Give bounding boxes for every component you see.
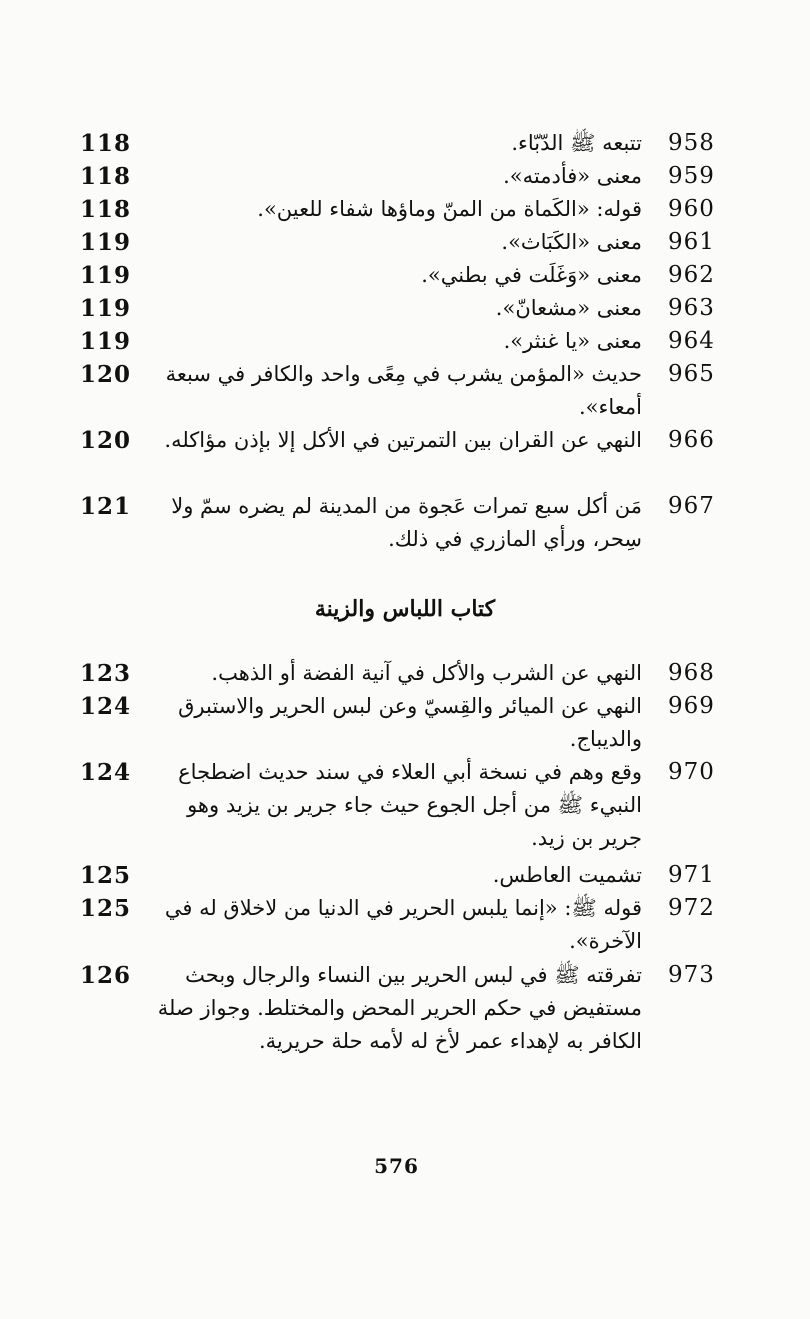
entry-page-number: 124 — [80, 693, 132, 720]
entry-text: تتبعه ﷺ الدّبّاء. — [511, 131, 642, 155]
entry-number: 967 — [668, 493, 715, 519]
entry-number: 961 — [668, 229, 715, 255]
entry-number: 971 — [668, 862, 715, 888]
entry-page-number: 118 — [80, 130, 132, 157]
entry-page-number: 126 — [80, 962, 132, 989]
entry-text: تشميت العاطس. — [492, 863, 642, 887]
entry-text: معنى «مشعانّ». — [495, 296, 642, 320]
entry-text: معنى «وَغَلَت في بطني». — [421, 263, 642, 287]
entry-number: 970 — [668, 759, 715, 785]
entry-page-number: 125 — [80, 862, 132, 889]
entry-page-number: 119 — [80, 295, 132, 322]
entry-text: قوله: «الكَماة من المنّ وماؤها شفاء للعين». — [257, 197, 642, 221]
entry-text: النهي عن الشرب والأكل في آنية الفضة أو الذهب. — [211, 661, 642, 685]
entry-number: 969 — [668, 693, 715, 719]
entry-page-number: 123 — [80, 660, 132, 687]
entry-text: معنى «يا غنثر». — [503, 329, 642, 353]
entry-text: معنى «فأدمته». — [503, 164, 642, 188]
entry-number: 963 — [668, 295, 715, 321]
entry-text: قوله ﷺ: «إنما يلبس الحرير في الدنيا من لاخلاق له في الآخرة». — [164, 896, 642, 953]
entry-text: مَن أكل سبع تمرات عَجوة من المدينة لم يضره سمّ ولا سِحر، ورأي المازري في ذلك. — [171, 494, 642, 551]
entry-page-number: 124 — [80, 759, 132, 786]
entry-text: معنى «الكَبَاث». — [501, 230, 642, 254]
entry-text: النهي عن الميائر والقِسيّ وعن لبس الحرير والاستبرق والديباج. — [178, 694, 642, 751]
entry-page-number: 120 — [80, 361, 132, 388]
entry-text: تفرقته ﷺ في لبس الحرير بين النساء والرجال وبحث مستفيض في حكم الحرير المحض والمختلط. وجواز صلة الكافر به لإهداء عمر لأخ له لأمه حلة حريرية. — [157, 963, 642, 1053]
entry-number: 972 — [668, 895, 715, 921]
entry-page-number: 119 — [80, 328, 132, 355]
entry-number: 962 — [668, 262, 715, 288]
entry-page-number: 125 — [80, 895, 132, 922]
entry-page-number: 120 — [80, 427, 132, 454]
entry-number: 959 — [668, 163, 715, 189]
entry-number: 964 — [668, 328, 715, 354]
section-title: كتاب اللباس والزينة — [314, 596, 496, 622]
entry-page-number: 118 — [80, 163, 132, 190]
entry-text: النهي عن القران بين التمرتين في الأكل إلا بإذن مؤاكله. — [164, 428, 642, 452]
entry-number: 958 — [668, 130, 715, 156]
entry-text: وقع وهم في نسخة أبي العلاء في سند حديث اضطجاع النبيء ﷺ من أجل الجوع حيث جاء جرير بن يزيد وهو جرير بن زيد. — [178, 760, 642, 850]
entry-number: 973 — [668, 962, 715, 988]
entry-page-number: 119 — [80, 229, 132, 256]
entry-number: 960 — [668, 196, 715, 222]
entry-page-number: 118 — [80, 196, 132, 223]
entry-page-number: 119 — [80, 262, 132, 289]
entry-page-number: 121 — [80, 493, 132, 520]
entry-text: حديث «المؤمن يشرب في مِعًى واحد والكافر في سبعة أمعاء». — [165, 362, 642, 419]
entry-number: 966 — [668, 427, 715, 453]
entry-number: 965 — [668, 361, 715, 387]
entry-number: 968 — [668, 660, 715, 686]
page-number-footer: 576 — [374, 1154, 419, 1178]
